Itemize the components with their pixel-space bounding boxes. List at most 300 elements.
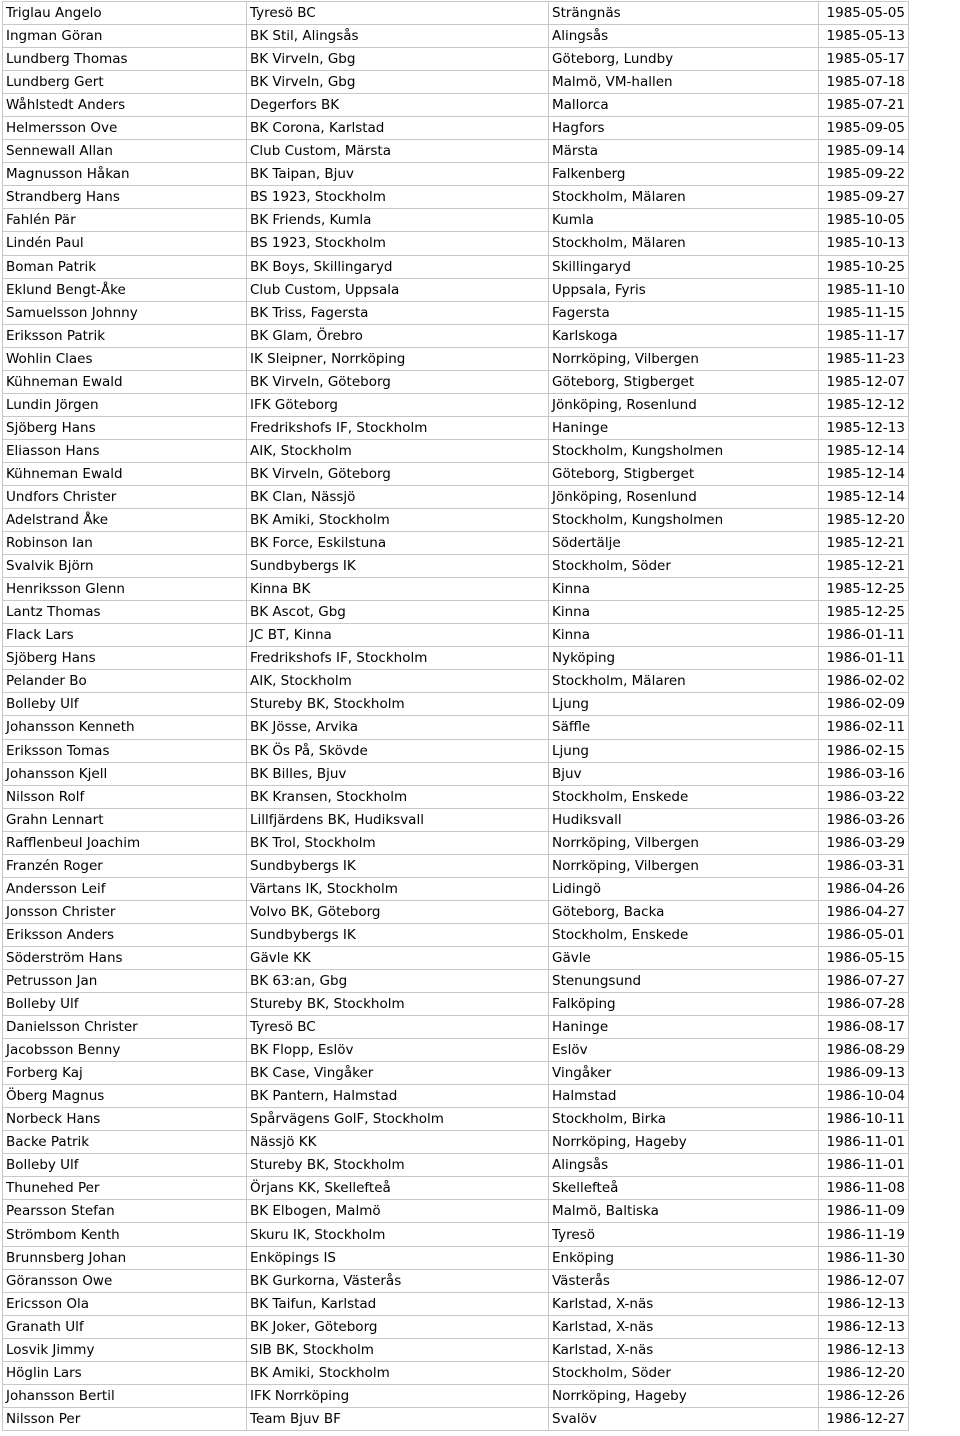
venue-cell: Norrköping, Hageby <box>549 1131 819 1154</box>
table-row <box>3 485 909 508</box>
club-cell: BK Joker, Göteborg <box>247 1315 549 1338</box>
venue-cell: Svalöv <box>549 1407 819 1430</box>
club-cell: BK Kransen, Stockholm <box>247 785 549 808</box>
venue-cell: Ljung <box>549 693 819 716</box>
player-name-cell: Forberg Kaj <box>3 1062 247 1085</box>
player-name-cell: Bolleby Ulf <box>3 1154 247 1177</box>
player-name-cell: Strömbom Kenth <box>3 1223 247 1246</box>
venue-cell: Märsta <box>549 140 819 163</box>
table-row <box>3 1039 909 1062</box>
date-cell: 1986-02-15 <box>819 739 909 762</box>
club-cell: BK Clan, Nässjö <box>247 485 549 508</box>
table-row <box>3 1246 909 1269</box>
club-cell: SIB BK, Stockholm <box>247 1338 549 1361</box>
date-cell: 1985-11-23 <box>819 347 909 370</box>
table-row <box>3 762 909 785</box>
club-cell: BK Jösse, Arvika <box>247 716 549 739</box>
club-cell: Tyresö BC <box>247 2 549 25</box>
venue-cell: Stockholm, Söder <box>549 1361 819 1384</box>
table-row <box>3 624 909 647</box>
venue-cell: Stockholm, Kungsholmen <box>549 439 819 462</box>
venue-cell: Halmstad <box>549 1085 819 1108</box>
player-name-cell: Bolleby Ulf <box>3 993 247 1016</box>
club-cell: IFK Norrköping <box>247 1384 549 1407</box>
player-name-cell: Magnusson Håkan <box>3 163 247 186</box>
table-row <box>3 739 909 762</box>
table-row <box>3 209 909 232</box>
date-cell: 1985-12-25 <box>819 578 909 601</box>
player-name-cell: Sennewall Allan <box>3 140 247 163</box>
club-cell: BK Corona, Karlstad <box>247 117 549 140</box>
date-cell: 1986-07-27 <box>819 969 909 992</box>
player-name-cell: Samuelsson Johnny <box>3 301 247 324</box>
club-cell: Fredrikshofs IF, Stockholm <box>247 647 549 670</box>
player-name-cell: Pelander Bo <box>3 670 247 693</box>
venue-cell: Eslöv <box>549 1039 819 1062</box>
date-cell: 1986-11-19 <box>819 1223 909 1246</box>
venue-cell: Västerås <box>549 1269 819 1292</box>
date-cell: 1985-11-17 <box>819 324 909 347</box>
player-name-cell: Öberg Magnus <box>3 1085 247 1108</box>
table-row <box>3 854 909 877</box>
club-cell: BK Flopp, Eslöv <box>247 1039 549 1062</box>
player-name-cell: Höglin Lars <box>3 1361 247 1384</box>
club-cell: Stureby BK, Stockholm <box>247 1154 549 1177</box>
table-row <box>3 1338 909 1361</box>
player-name-cell: Grahn Lennart <box>3 808 247 831</box>
date-cell: 1985-10-05 <box>819 209 909 232</box>
date-cell: 1986-12-13 <box>819 1292 909 1315</box>
venue-cell: Malmö, VM-hallen <box>549 71 819 94</box>
club-cell: BK Billes, Bjuv <box>247 762 549 785</box>
player-name-cell: Lundberg Gert <box>3 71 247 94</box>
player-name-cell: Helmersson Ove <box>3 117 247 140</box>
date-cell: 1985-10-13 <box>819 232 909 255</box>
club-cell: Sundbybergs IK <box>247 555 549 578</box>
date-cell: 1985-12-20 <box>819 509 909 532</box>
results-table-body <box>3 2 909 1431</box>
player-name-cell: Kühneman Ewald <box>3 462 247 485</box>
venue-cell: Bjuv <box>549 762 819 785</box>
club-cell: Lillfjärdens BK, Hudiksvall <box>247 808 549 831</box>
table-row <box>3 877 909 900</box>
player-name-cell: Eklund Bengt-Åke <box>3 278 247 301</box>
date-cell: 1985-11-10 <box>819 278 909 301</box>
club-cell: BS 1923, Stockholm <box>247 232 549 255</box>
venue-cell: Haninge <box>549 416 819 439</box>
table-row <box>3 117 909 140</box>
table-row <box>3 555 909 578</box>
club-cell: Värtans IK, Stockholm <box>247 877 549 900</box>
date-cell: 1986-12-13 <box>819 1338 909 1361</box>
venue-cell: Stockholm, Kungsholmen <box>549 509 819 532</box>
table-row <box>3 1223 909 1246</box>
club-cell: BK Virveln, Göteborg <box>247 370 549 393</box>
club-cell: BK Virveln, Gbg <box>247 71 549 94</box>
date-cell: 1986-11-09 <box>819 1200 909 1223</box>
table-row <box>3 1131 909 1154</box>
club-cell: Club Custom, Märsta <box>247 140 549 163</box>
date-cell: 1986-08-17 <box>819 1016 909 1039</box>
club-cell: AIK, Stockholm <box>247 670 549 693</box>
player-name-cell: Ingman Göran <box>3 25 247 48</box>
club-cell: BK Case, Vingåker <box>247 1062 549 1085</box>
club-cell: BK Glam, Örebro <box>247 324 549 347</box>
date-cell: 1986-03-22 <box>819 785 909 808</box>
venue-cell: Alingsås <box>549 1154 819 1177</box>
player-name-cell: Sjöberg Hans <box>3 416 247 439</box>
table-row <box>3 1200 909 1223</box>
date-cell: 1985-05-13 <box>819 25 909 48</box>
club-cell: BK Gurkorna, Västerås <box>247 1269 549 1292</box>
venue-cell: Uppsala, Fyris <box>549 278 819 301</box>
player-name-cell: Thunehed Per <box>3 1177 247 1200</box>
player-name-cell: Johansson Kjell <box>3 762 247 785</box>
player-name-cell: Eliasson Hans <box>3 439 247 462</box>
date-cell: 1985-10-25 <box>819 255 909 278</box>
club-cell: Volvo BK, Göteborg <box>247 900 549 923</box>
player-name-cell: Undfors Christer <box>3 485 247 508</box>
club-cell: Gävle KK <box>247 946 549 969</box>
venue-cell: Kinna <box>549 624 819 647</box>
club-cell: BK Triss, Fagersta <box>247 301 549 324</box>
venue-cell: Haninge <box>549 1016 819 1039</box>
venue-cell: Göteborg, Lundby <box>549 48 819 71</box>
club-cell: Stureby BK, Stockholm <box>247 993 549 1016</box>
club-cell: BK Amiki, Stockholm <box>247 509 549 532</box>
venue-cell: Alingsås <box>549 25 819 48</box>
table-row <box>3 716 909 739</box>
club-cell: Örjans KK, Skellefteå <box>247 1177 549 1200</box>
player-name-cell: Kühneman Ewald <box>3 370 247 393</box>
player-name-cell: Nilsson Rolf <box>3 785 247 808</box>
table-row <box>3 1361 909 1384</box>
player-name-cell: Wohlin Claes <box>3 347 247 370</box>
date-cell: 1985-05-17 <box>819 48 909 71</box>
club-cell: Skuru IK, Stockholm <box>247 1223 549 1246</box>
date-cell: 1985-12-14 <box>819 485 909 508</box>
venue-cell: Lidingö <box>549 877 819 900</box>
club-cell: BK Force, Eskilstuna <box>247 532 549 555</box>
date-cell: 1986-08-29 <box>819 1039 909 1062</box>
player-name-cell: Göransson Owe <box>3 1269 247 1292</box>
table-row <box>3 923 909 946</box>
date-cell: 1985-12-13 <box>819 416 909 439</box>
player-name-cell: Pearsson Stefan <box>3 1200 247 1223</box>
club-cell: BK Friends, Kumla <box>247 209 549 232</box>
table-row <box>3 1108 909 1131</box>
venue-cell: Göteborg, Stigberget <box>549 370 819 393</box>
table-row <box>3 232 909 255</box>
date-cell: 1986-10-04 <box>819 1085 909 1108</box>
club-cell: BK 63:an, Gbg <box>247 969 549 992</box>
venue-cell: Ljung <box>549 739 819 762</box>
venue-cell: Stockholm, Birka <box>549 1108 819 1131</box>
date-cell: 1985-11-15 <box>819 301 909 324</box>
club-cell: BS 1923, Stockholm <box>247 186 549 209</box>
date-cell: 1985-07-18 <box>819 71 909 94</box>
date-cell: 1985-12-14 <box>819 462 909 485</box>
date-cell: 1985-09-14 <box>819 140 909 163</box>
club-cell: BK Virveln, Gbg <box>247 48 549 71</box>
player-name-cell: Wåhlstedt Anders <box>3 94 247 117</box>
table-row <box>3 186 909 209</box>
player-name-cell: Robinson Ian <box>3 532 247 555</box>
player-name-cell: Flack Lars <box>3 624 247 647</box>
player-name-cell: Triglau Angelo <box>3 2 247 25</box>
table-row <box>3 48 909 71</box>
club-cell: AIK, Stockholm <box>247 439 549 462</box>
table-row <box>3 578 909 601</box>
club-cell: BK Virveln, Göteborg <box>247 462 549 485</box>
venue-cell: Karlstad, X-näs <box>549 1292 819 1315</box>
venue-cell: Norrköping, Vilbergen <box>549 854 819 877</box>
table-row <box>3 140 909 163</box>
venue-cell: Karlskoga <box>549 324 819 347</box>
table-row <box>3 693 909 716</box>
venue-cell: Vingåker <box>549 1062 819 1085</box>
player-name-cell: Henriksson Glenn <box>3 578 247 601</box>
player-name-cell: Jonsson Christer <box>3 900 247 923</box>
venue-cell: Jönköping, Rosenlund <box>549 485 819 508</box>
venue-cell: Södertälje <box>549 532 819 555</box>
venue-cell: Stockholm, Söder <box>549 555 819 578</box>
table-row <box>3 324 909 347</box>
venue-cell: Göteborg, Stigberget <box>549 462 819 485</box>
player-name-cell: Söderström Hans <box>3 946 247 969</box>
date-cell: 1986-04-26 <box>819 877 909 900</box>
table-row <box>3 1062 909 1085</box>
player-name-cell: Norbeck Hans <box>3 1108 247 1131</box>
player-name-cell: Svalvik Björn <box>3 555 247 578</box>
club-cell: Enköpings IS <box>247 1246 549 1269</box>
table-row <box>3 278 909 301</box>
venue-cell: Stockholm, Mälaren <box>549 232 819 255</box>
player-name-cell: Johansson Bertil <box>3 1384 247 1407</box>
date-cell: 1985-12-14 <box>819 439 909 462</box>
player-name-cell: Franzén Roger <box>3 854 247 877</box>
table-row <box>3 255 909 278</box>
player-name-cell: Eriksson Anders <box>3 923 247 946</box>
club-cell: JC BT, Kinna <box>247 624 549 647</box>
player-name-cell: Lindén Paul <box>3 232 247 255</box>
date-cell: 1986-03-29 <box>819 831 909 854</box>
player-name-cell: Adelstrand Åke <box>3 509 247 532</box>
club-cell: Sundbybergs IK <box>247 854 549 877</box>
player-name-cell: Brunnsberg Johan <box>3 1246 247 1269</box>
club-cell: BK Stil, Alingsås <box>247 25 549 48</box>
player-name-cell: Ericsson Ola <box>3 1292 247 1315</box>
club-cell: Club Custom, Uppsala <box>247 278 549 301</box>
player-name-cell: Rafflenbeul Joachim <box>3 831 247 854</box>
player-name-cell: Danielsson Christer <box>3 1016 247 1039</box>
venue-cell: Skillingaryd <box>549 255 819 278</box>
table-row <box>3 370 909 393</box>
club-cell: Stureby BK, Stockholm <box>247 693 549 716</box>
club-cell: BK Trol, Stockholm <box>247 831 549 854</box>
player-name-cell: Andersson Leif <box>3 877 247 900</box>
table-row <box>3 1384 909 1407</box>
date-cell: 1986-03-16 <box>819 762 909 785</box>
venue-cell: Göteborg, Backa <box>549 900 819 923</box>
date-cell: 1986-12-07 <box>819 1269 909 1292</box>
date-cell: 1986-01-11 <box>819 647 909 670</box>
player-name-cell: Lundin Jörgen <box>3 393 247 416</box>
player-name-cell: Boman Patrik <box>3 255 247 278</box>
club-cell: BK Ös På, Skövde <box>247 739 549 762</box>
venue-cell: Malmö, Baltiska <box>549 1200 819 1223</box>
date-cell: 1986-11-08 <box>819 1177 909 1200</box>
table-row <box>3 509 909 532</box>
venue-cell: Karlstad, X-näs <box>549 1338 819 1361</box>
table-row <box>3 831 909 854</box>
venue-cell: Norrköping, Vilbergen <box>549 831 819 854</box>
player-name-cell: Backe Patrik <box>3 1131 247 1154</box>
club-cell: Team Bjuv BF <box>247 1407 549 1430</box>
club-cell: Nässjö KK <box>247 1131 549 1154</box>
club-cell: Kinna BK <box>247 578 549 601</box>
table-row <box>3 462 909 485</box>
player-name-cell: Strandberg Hans <box>3 186 247 209</box>
player-name-cell: Jacobsson Benny <box>3 1039 247 1062</box>
table-row <box>3 1154 909 1177</box>
date-cell: 1985-09-05 <box>819 117 909 140</box>
date-cell: 1985-07-21 <box>819 94 909 117</box>
table-row <box>3 439 909 462</box>
date-cell: 1986-12-13 <box>819 1315 909 1338</box>
table-row <box>3 163 909 186</box>
date-cell: 1986-10-11 <box>819 1108 909 1131</box>
venue-cell: Gävle <box>549 946 819 969</box>
date-cell: 1985-09-22 <box>819 163 909 186</box>
table-row <box>3 1269 909 1292</box>
date-cell: 1986-02-11 <box>819 716 909 739</box>
table-row <box>3 647 909 670</box>
table-row <box>3 601 909 624</box>
date-cell: 1986-03-31 <box>819 854 909 877</box>
club-cell: BK Boys, Skillingaryd <box>247 255 549 278</box>
player-name-cell: Nilsson Per <box>3 1407 247 1430</box>
date-cell: 1985-12-21 <box>819 532 909 555</box>
table-row <box>3 900 909 923</box>
date-cell: 1986-05-15 <box>819 946 909 969</box>
table-row <box>3 1292 909 1315</box>
table-row <box>3 1085 909 1108</box>
date-cell: 1985-12-12 <box>819 393 909 416</box>
player-name-cell: Sjöberg Hans <box>3 647 247 670</box>
player-name-cell: Lundberg Thomas <box>3 48 247 71</box>
table-row <box>3 1016 909 1039</box>
date-cell: 1986-11-30 <box>819 1246 909 1269</box>
club-cell: BK Taipan, Bjuv <box>247 163 549 186</box>
player-name-cell: Petrusson Jan <box>3 969 247 992</box>
date-cell: 1985-12-07 <box>819 370 909 393</box>
club-cell: BK Amiki, Stockholm <box>247 1361 549 1384</box>
player-name-cell: Fahlén Pär <box>3 209 247 232</box>
table-row <box>3 416 909 439</box>
venue-cell: Falköping <box>549 993 819 1016</box>
table-row <box>3 393 909 416</box>
results-table <box>2 1 909 1431</box>
club-cell: Sundbybergs IK <box>247 923 549 946</box>
venue-cell: Strängnäs <box>549 2 819 25</box>
player-name-cell: Lantz Thomas <box>3 601 247 624</box>
venue-cell: Kinna <box>549 578 819 601</box>
club-cell: BK Pantern, Halmstad <box>247 1085 549 1108</box>
date-cell: 1985-05-05 <box>819 2 909 25</box>
table-row <box>3 785 909 808</box>
player-name-cell: Bolleby Ulf <box>3 693 247 716</box>
table-row <box>3 670 909 693</box>
venue-cell: Stockholm, Mälaren <box>549 670 819 693</box>
venue-cell: Norrköping, Hageby <box>549 1384 819 1407</box>
club-cell: Spårvägens GolF, Stockholm <box>247 1108 549 1131</box>
date-cell: 1986-09-13 <box>819 1062 909 1085</box>
club-cell: Fredrikshofs IF, Stockholm <box>247 416 549 439</box>
club-cell: BK Elbogen, Malmö <box>247 1200 549 1223</box>
table-row <box>3 1407 909 1430</box>
venue-cell: Kumla <box>549 209 819 232</box>
table-row <box>3 2 909 25</box>
venue-cell: Nyköping <box>549 647 819 670</box>
venue-cell: Hudiksvall <box>549 808 819 831</box>
venue-cell: Enköping <box>549 1246 819 1269</box>
date-cell: 1986-11-01 <box>819 1131 909 1154</box>
player-name-cell: Losvik Jimmy <box>3 1338 247 1361</box>
player-name-cell: Eriksson Tomas <box>3 739 247 762</box>
date-cell: 1986-12-20 <box>819 1361 909 1384</box>
date-cell: 1986-04-27 <box>819 900 909 923</box>
table-row <box>3 25 909 48</box>
table-row <box>3 347 909 370</box>
club-cell: Degerfors BK <box>247 94 549 117</box>
venue-cell: Fagersta <box>549 301 819 324</box>
date-cell: 1986-12-26 <box>819 1384 909 1407</box>
venue-cell: Stenungsund <box>549 969 819 992</box>
table-row <box>3 808 909 831</box>
date-cell: 1986-05-01 <box>819 923 909 946</box>
venue-cell: Stockholm, Mälaren <box>549 186 819 209</box>
table-row <box>3 946 909 969</box>
venue-cell: Stockholm, Enskede <box>549 785 819 808</box>
table-row <box>3 993 909 1016</box>
table-row <box>3 1315 909 1338</box>
table-row <box>3 1177 909 1200</box>
date-cell: 1986-01-11 <box>819 624 909 647</box>
date-cell: 1986-07-28 <box>819 993 909 1016</box>
venue-cell: Jönköping, Rosenlund <box>549 393 819 416</box>
date-cell: 1986-02-02 <box>819 670 909 693</box>
club-cell: IK Sleipner, Norrköping <box>247 347 549 370</box>
player-name-cell: Johansson Kenneth <box>3 716 247 739</box>
player-name-cell: Granath Ulf <box>3 1315 247 1338</box>
player-name-cell: Eriksson Patrik <box>3 324 247 347</box>
table-row <box>3 532 909 555</box>
date-cell: 1986-03-26 <box>819 808 909 831</box>
date-cell: 1985-09-27 <box>819 186 909 209</box>
table-row <box>3 71 909 94</box>
venue-cell: Mallorca <box>549 94 819 117</box>
table-row <box>3 301 909 324</box>
venue-cell: Skellefteå <box>549 1177 819 1200</box>
table-row <box>3 94 909 117</box>
date-cell: 1986-11-01 <box>819 1154 909 1177</box>
table-row <box>3 969 909 992</box>
club-cell: BK Taifun, Karlstad <box>247 1292 549 1315</box>
venue-cell: Norrköping, Vilbergen <box>549 347 819 370</box>
club-cell: BK Ascot, Gbg <box>247 601 549 624</box>
venue-cell: Falkenberg <box>549 163 819 186</box>
